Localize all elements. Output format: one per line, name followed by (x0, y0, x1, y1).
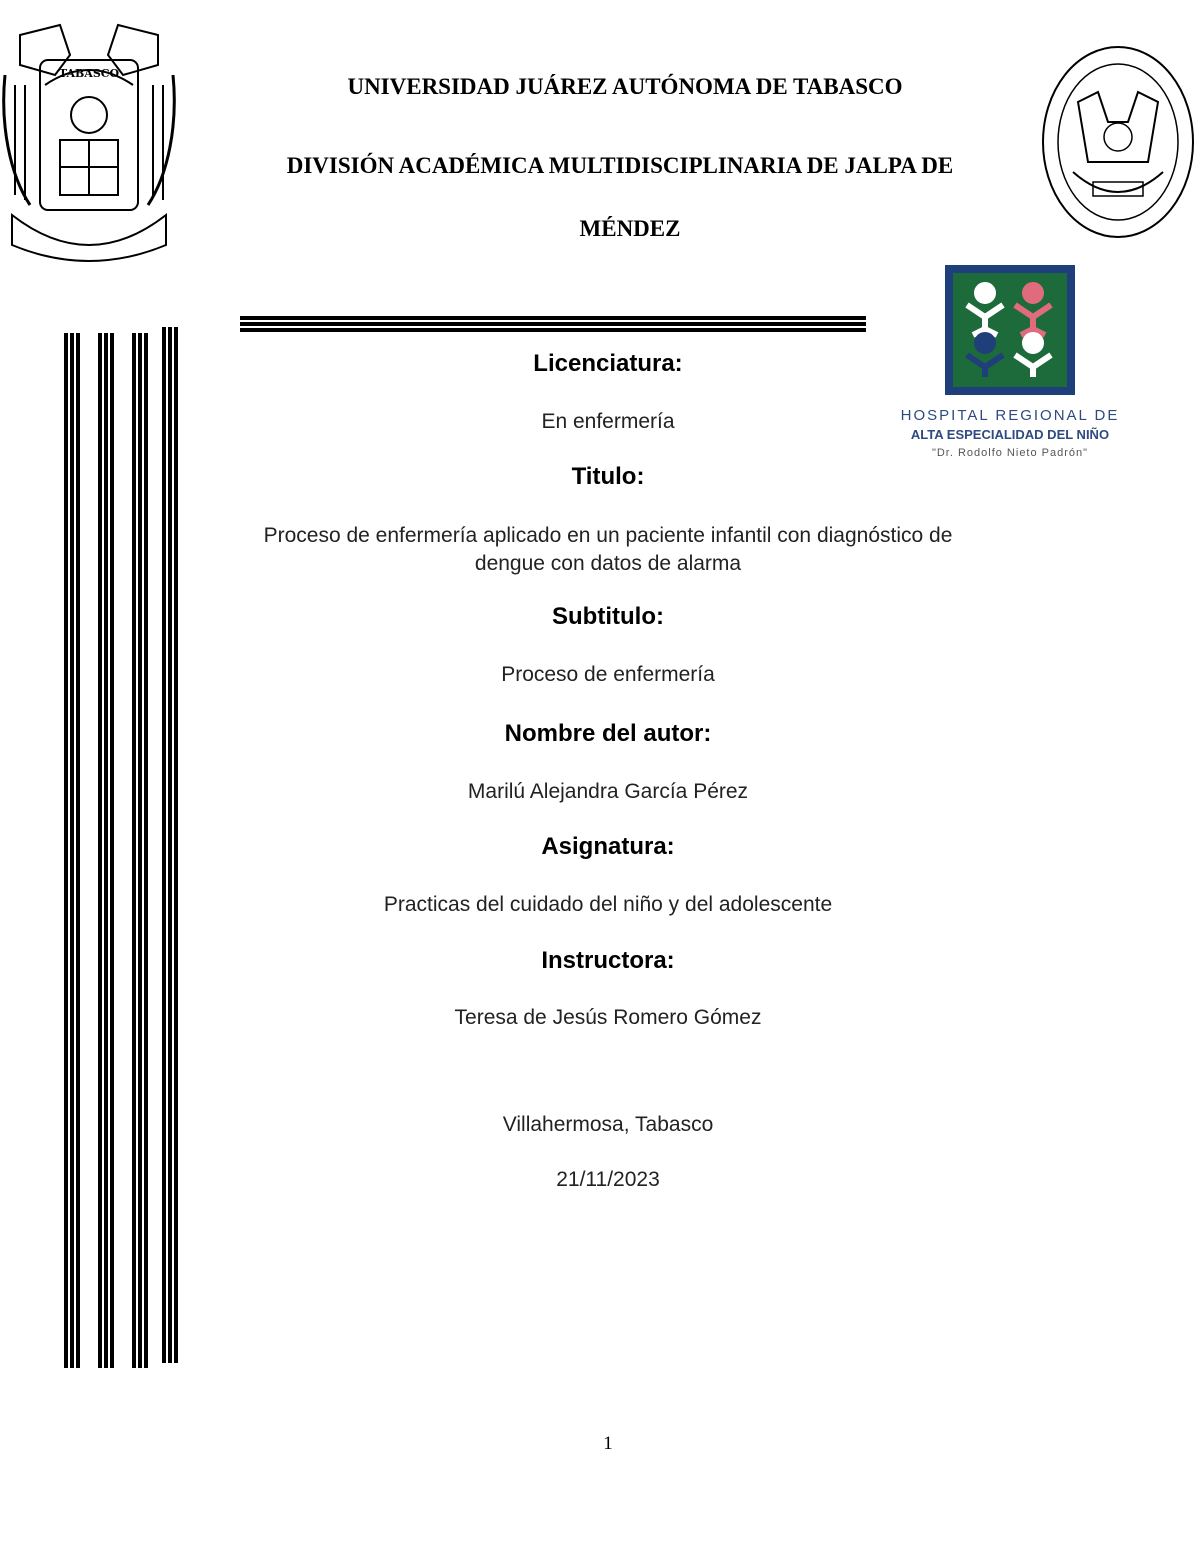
asignatura-value: Practicas del cuidado del niño y del adolescente (383, 893, 833, 916)
instructora-label: Instructora: (541, 947, 675, 974)
titulo-label: Titulo: (571, 463, 645, 490)
asignatura-label: Asignatura: (541, 833, 675, 860)
place: Villahermosa, Tabasco (502, 1113, 714, 1136)
licenciatura-value: En enfermería (541, 410, 675, 433)
autor-value: Marilú Alejandra García Pérez (467, 780, 749, 803)
divider-rule-middle (240, 322, 866, 326)
subtitulo-value: Proceso de enfermería (501, 663, 715, 686)
subtitulo-label: Subtitulo: (552, 603, 664, 630)
university-name: UNIVERSIDAD JUÁREZ AUTÓNOMA DE TABASCO (347, 74, 903, 99)
division-name-cont: MÉNDEZ (579, 216, 681, 241)
ujat-crest-logo (0, 15, 178, 265)
licenciatura-label: Licenciatura: (533, 350, 683, 377)
division-name: DIVISIÓN ACADÉMICA MULTIDISCIPLINARIA DE JALPA DE (286, 153, 954, 178)
titulo-value-line2: dengue con datos de alarma (474, 552, 742, 575)
damjm-seal-logo (1038, 42, 1198, 242)
titulo-value-line1: Proceso de enfermería aplicado en un paciente infantil con diagnóstico de (263, 524, 953, 547)
page-number: 1 (603, 1433, 613, 1454)
instructora-value: Teresa de Jesús Romero Gómez (454, 1006, 762, 1029)
ujat-crest-text: TABASCO (58, 67, 120, 80)
hospital-name-line1: HOSPITAL REGIONAL DE (900, 407, 1120, 424)
date: 21/11/2023 (556, 1168, 660, 1191)
divider-rule-top (240, 316, 866, 320)
divider-rule-bottom (240, 328, 866, 332)
autor-label: Nombre del autor: (504, 720, 712, 747)
hospital-name-line2: ALTA ESPECIALIDAD DEL NIÑO (910, 427, 1110, 442)
hospital-name-line3: "Dr. Rodolfo Nieto Padrón" (931, 447, 1089, 459)
